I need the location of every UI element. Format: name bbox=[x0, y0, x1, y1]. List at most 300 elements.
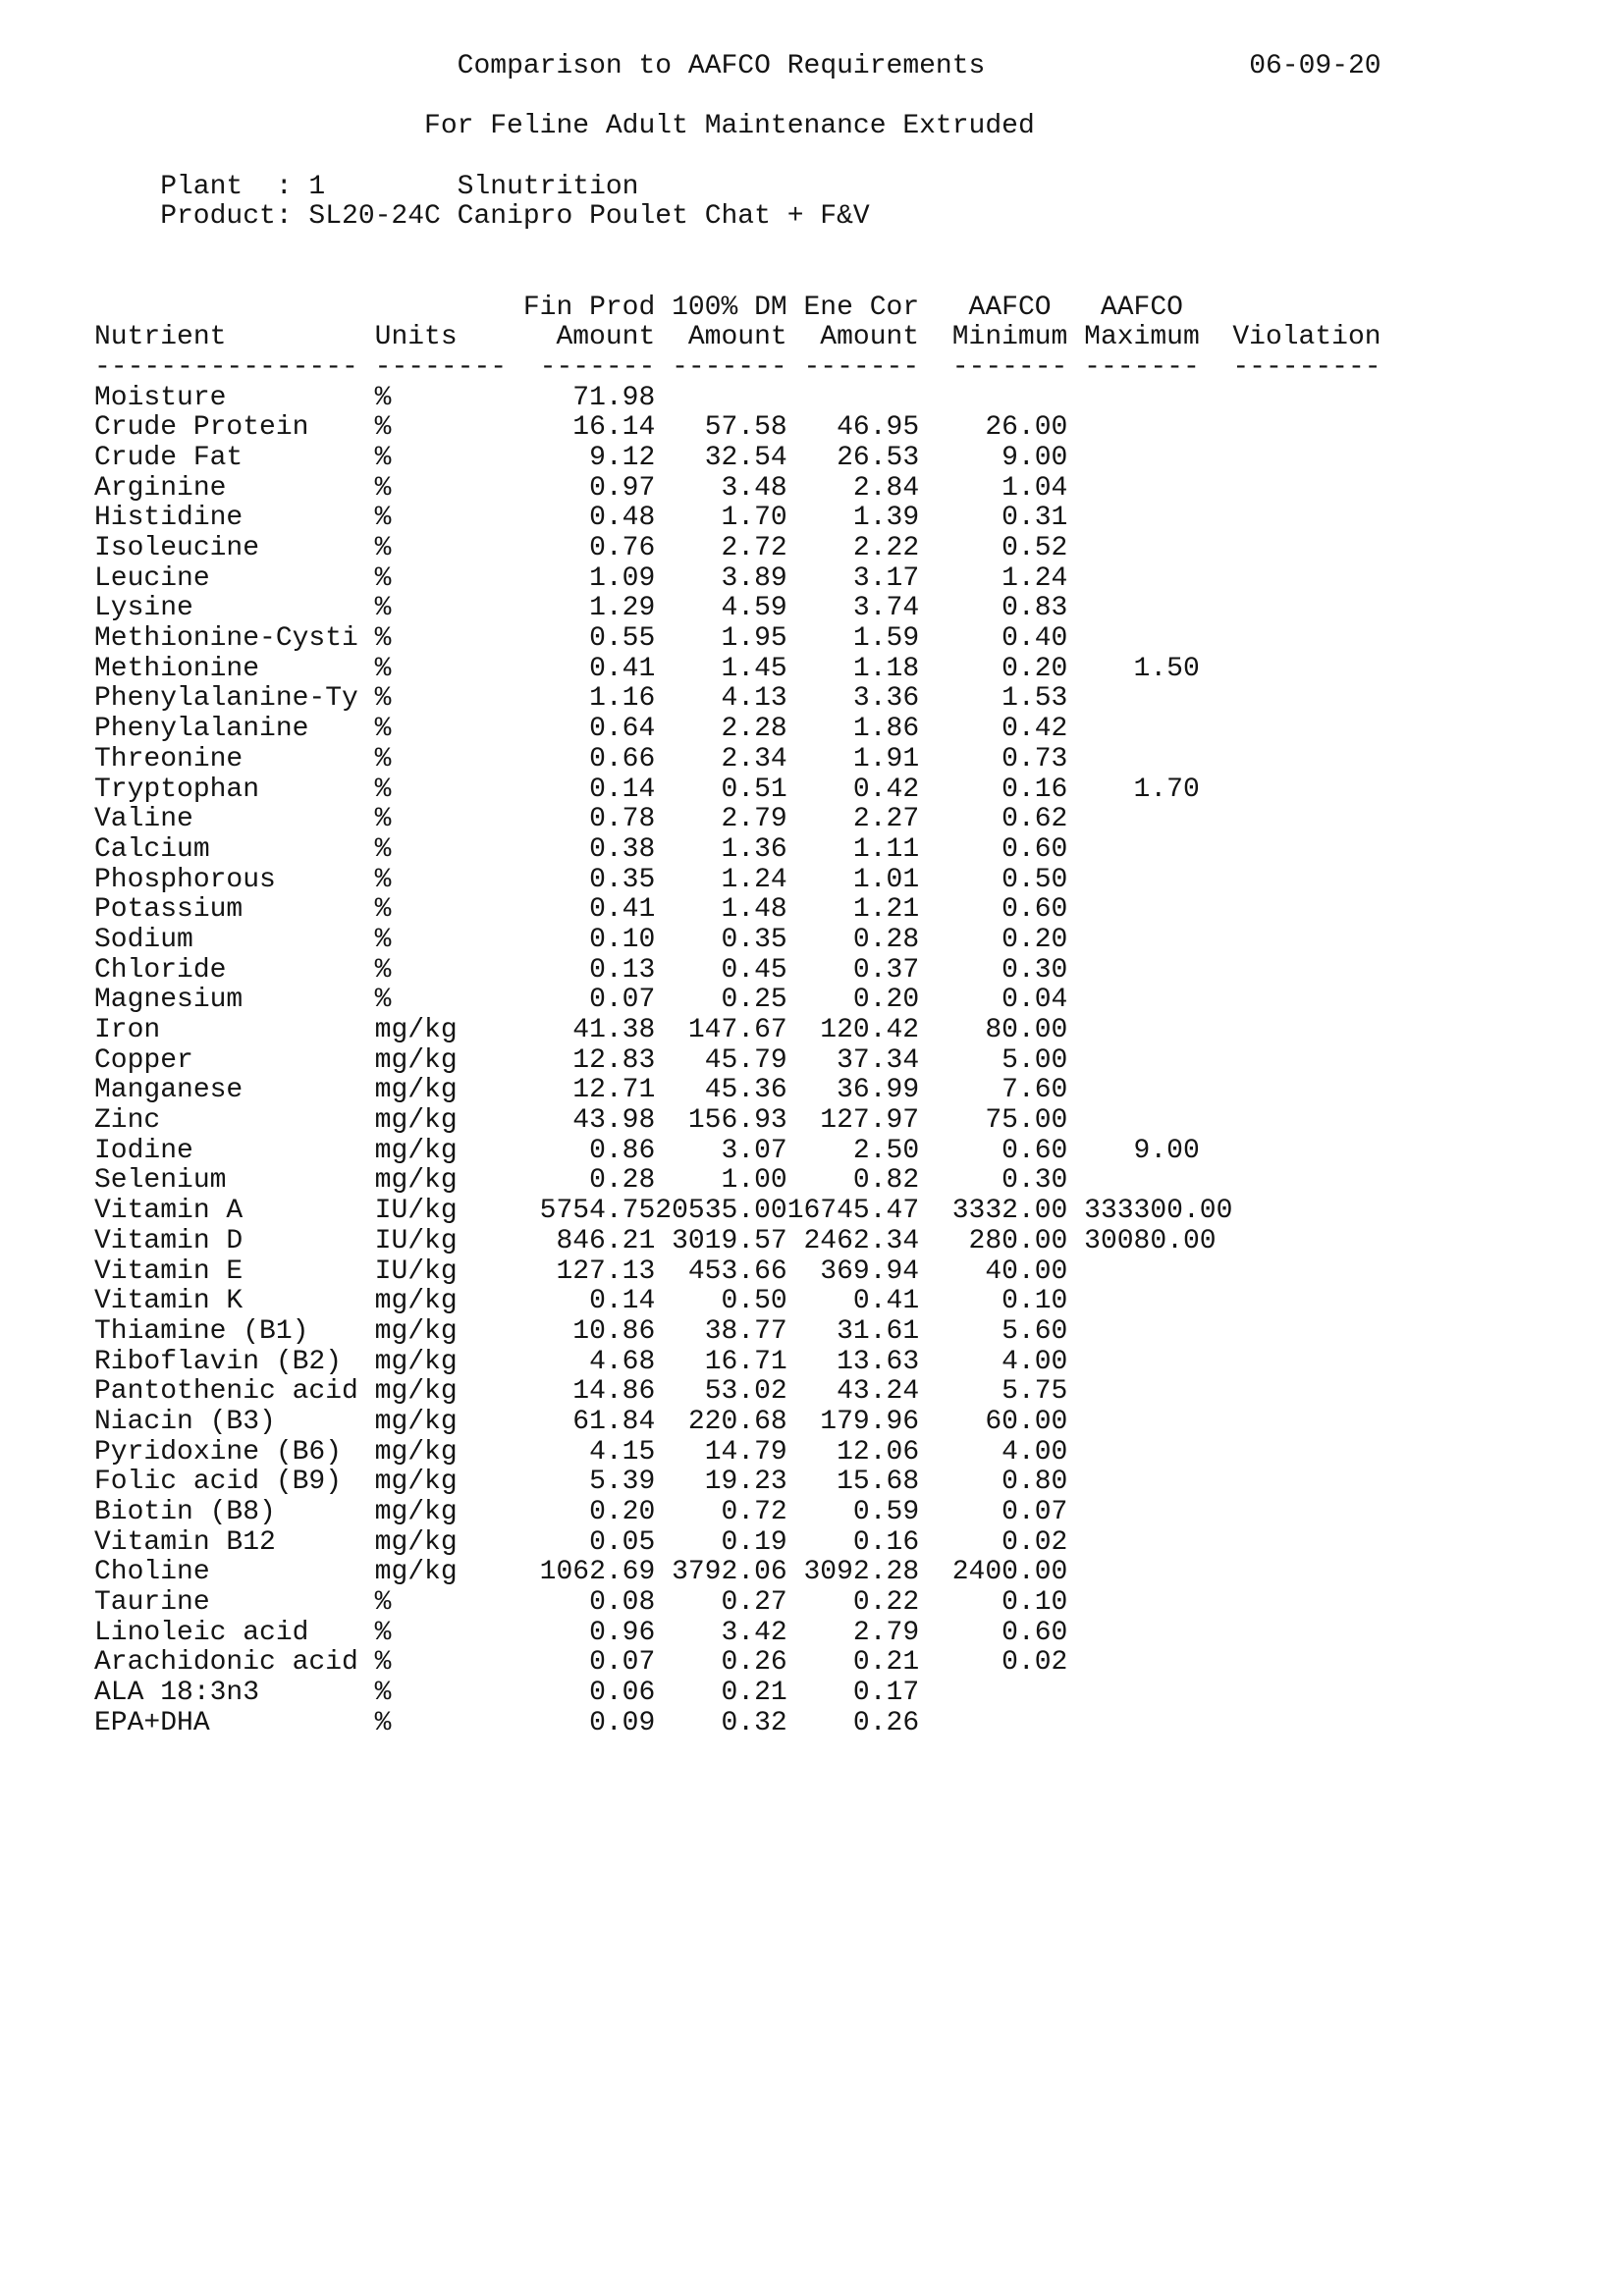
cell-aafco-minimum: 0.20 bbox=[1001, 924, 1068, 955]
cell-units: mg/kg bbox=[374, 1497, 458, 1527]
cell-units: % bbox=[374, 472, 392, 504]
cell-units: % bbox=[374, 1647, 392, 1679]
cell-nutrient: Taurine bbox=[94, 1587, 210, 1619]
cell-fin-prod-amount: 5754.75 bbox=[539, 1196, 656, 1227]
table-row bbox=[94, 1468, 1381, 1498]
cell-dm-amount: 53.02 bbox=[704, 1376, 787, 1408]
cell-ene-cor-amount: 2462.34 bbox=[803, 1225, 920, 1256]
cell-units: mg/kg bbox=[374, 1436, 458, 1468]
cell-fin-prod-amount: 4.15 bbox=[589, 1436, 656, 1468]
cell-dm-amount: 3.07 bbox=[721, 1135, 787, 1166]
table-row bbox=[94, 1197, 1381, 1227]
cell-ene-cor-amount: 127.97 bbox=[820, 1105, 920, 1137]
cell-nutrient: Isoleucine bbox=[94, 533, 260, 563]
cell-dm-amount: 3792.06 bbox=[672, 1557, 787, 1588]
table-row bbox=[94, 895, 1381, 926]
cell-ene-cor-amount: 15.68 bbox=[837, 1467, 920, 1498]
cell-aafco-minimum: 40.00 bbox=[985, 1255, 1068, 1287]
cell-nutrient: Vitamin D bbox=[94, 1225, 244, 1256]
cell-units: % bbox=[374, 503, 392, 534]
cell-units: IU/kg bbox=[374, 1255, 458, 1287]
cell-nutrient: Niacin (B3) bbox=[94, 1406, 276, 1437]
cell-nutrient: Vitamin A bbox=[94, 1196, 244, 1227]
cell-ene-cor-amount: 16745.47 bbox=[786, 1196, 920, 1227]
cell-fin-prod-amount: 0.05 bbox=[589, 1526, 656, 1558]
table-header-row-top bbox=[94, 294, 1381, 324]
cell-dm-amount: 0.45 bbox=[721, 954, 787, 986]
cell-dm-amount: 0.25 bbox=[721, 985, 787, 1016]
report-subtitle-line bbox=[94, 112, 1381, 142]
cell-ene-cor-amount: 0.26 bbox=[852, 1707, 920, 1738]
cell-ene-cor-amount: 0.59 bbox=[852, 1497, 920, 1527]
cell-fin-prod-amount: 14.86 bbox=[572, 1376, 656, 1408]
cell-units: % bbox=[374, 623, 392, 655]
cell-ene-cor-amount: 0.16 bbox=[852, 1526, 920, 1558]
cell-units: % bbox=[374, 954, 392, 986]
product-label: Product: bbox=[160, 201, 293, 233]
cell-fin-prod-amount: 0.14 bbox=[589, 774, 656, 805]
header-ene-cor: Ene Cor bbox=[803, 292, 920, 323]
cell-dm-amount: 0.72 bbox=[721, 1497, 787, 1527]
cell-nutrient: Zinc bbox=[94, 1105, 161, 1137]
cell-fin-prod-amount: 0.14 bbox=[589, 1286, 656, 1317]
cell-dm-amount: 1.48 bbox=[721, 894, 787, 926]
cell-units: % bbox=[374, 714, 392, 745]
cell-fin-prod-amount: 0.64 bbox=[589, 714, 656, 745]
plant-line bbox=[94, 173, 1381, 203]
table-row bbox=[94, 474, 1381, 505]
table-row bbox=[94, 1709, 1381, 1739]
cell-nutrient: Manganese bbox=[94, 1075, 244, 1106]
cell-units: mg/kg bbox=[374, 1376, 458, 1408]
cell-nutrient: Pyridoxine (B6) bbox=[94, 1436, 343, 1468]
cell-aafco-minimum: 0.10 bbox=[1001, 1286, 1068, 1317]
cell-ene-cor-amount: 3.36 bbox=[852, 683, 920, 715]
cell-dm-amount: 20535.00 bbox=[655, 1196, 787, 1227]
cell-aafco-minimum: 0.10 bbox=[1001, 1587, 1068, 1619]
cell-fin-prod-amount: 0.13 bbox=[589, 954, 656, 986]
cell-fin-prod-amount: 0.38 bbox=[589, 833, 656, 865]
cell-fin-prod-amount: 5.39 bbox=[589, 1467, 656, 1498]
cell-fin-prod-amount: 4.68 bbox=[589, 1346, 656, 1377]
cell-aafco-minimum: 80.00 bbox=[985, 1015, 1068, 1045]
cell-dm-amount: 0.50 bbox=[721, 1286, 787, 1317]
cell-fin-prod-amount: 0.08 bbox=[589, 1587, 656, 1619]
cell-nutrient: Tryptophan bbox=[94, 774, 260, 805]
cell-aafco-minimum: 0.80 bbox=[1001, 1467, 1068, 1498]
cell-aafco-minimum: 75.00 bbox=[985, 1105, 1068, 1137]
cell-ene-cor-amount: 2.27 bbox=[852, 804, 920, 835]
table-row bbox=[94, 715, 1381, 745]
cell-units: mg/kg bbox=[374, 1075, 458, 1106]
cell-nutrient: Phenylalanine bbox=[94, 714, 309, 745]
cell-dm-amount: 19.23 bbox=[704, 1467, 787, 1498]
cell-ene-cor-amount: 13.63 bbox=[837, 1346, 920, 1377]
cell-aafco-minimum: 0.60 bbox=[1001, 894, 1068, 926]
blank-line bbox=[94, 263, 1381, 294]
cell-nutrient: Thiamine (B1) bbox=[94, 1315, 309, 1347]
cell-units: % bbox=[374, 894, 392, 926]
cell-aafco-maximum: 333300.00 bbox=[1084, 1196, 1233, 1227]
cell-ene-cor-amount: 0.21 bbox=[852, 1647, 920, 1679]
table-row bbox=[94, 775, 1381, 806]
cell-nutrient: Vitamin K bbox=[94, 1286, 244, 1317]
table-row bbox=[94, 926, 1381, 956]
cell-ene-cor-amount: 0.37 bbox=[852, 954, 920, 986]
header-aafco-min: AAFCO bbox=[968, 292, 1052, 323]
cell-aafco-minimum: 1.53 bbox=[1001, 683, 1068, 715]
cell-fin-prod-amount: 0.86 bbox=[589, 1135, 656, 1166]
cell-ene-cor-amount: 12.06 bbox=[837, 1436, 920, 1468]
cell-units: % bbox=[374, 774, 392, 805]
cell-aafco-minimum: 280.00 bbox=[968, 1225, 1068, 1256]
cell-aafco-maximum: 30080.00 bbox=[1084, 1225, 1217, 1256]
table-header-row bbox=[94, 323, 1381, 353]
cell-fin-prod-amount: 12.83 bbox=[572, 1044, 656, 1076]
cell-nutrient: Methionine-Cysti bbox=[94, 623, 358, 655]
cell-ene-cor-amount: 1.21 bbox=[852, 894, 920, 926]
cell-units: % bbox=[374, 653, 392, 684]
cell-ene-cor-amount: 2.22 bbox=[852, 533, 920, 563]
table-row bbox=[94, 655, 1381, 685]
cell-nutrient: Selenium bbox=[94, 1165, 227, 1197]
cell-fin-prod-amount: 846.21 bbox=[556, 1225, 656, 1256]
header-dm: 100% DM bbox=[672, 292, 787, 323]
table-row bbox=[94, 1498, 1381, 1528]
cell-nutrient: Iron bbox=[94, 1015, 161, 1045]
cell-nutrient: Pantothenic acid bbox=[94, 1376, 358, 1408]
cell-nutrient: Copper bbox=[94, 1044, 193, 1076]
cell-nutrient: Threonine bbox=[94, 743, 244, 774]
cell-dm-amount: 4.13 bbox=[721, 683, 787, 715]
cell-ene-cor-amount: 2.50 bbox=[852, 1135, 920, 1166]
cell-fin-prod-amount: 0.48 bbox=[589, 503, 656, 534]
table-row bbox=[94, 1648, 1381, 1679]
cell-fin-prod-amount: 0.06 bbox=[589, 1678, 656, 1709]
table-row bbox=[94, 1588, 1381, 1619]
cell-dm-amount: 0.27 bbox=[721, 1587, 787, 1619]
cell-units: % bbox=[374, 743, 392, 774]
cell-units: % bbox=[374, 1707, 392, 1738]
cell-fin-prod-amount: 0.20 bbox=[589, 1497, 656, 1527]
cell-nutrient: Sodium bbox=[94, 924, 193, 955]
cell-units: % bbox=[374, 562, 392, 594]
cell-ene-cor-amount: 120.42 bbox=[820, 1015, 920, 1045]
report-date: 06-09-20 bbox=[1249, 51, 1381, 81]
cell-dm-amount: 0.35 bbox=[721, 924, 787, 955]
cell-ene-cor-amount: 37.34 bbox=[837, 1044, 920, 1076]
cell-nutrient: Crude Fat bbox=[94, 442, 244, 473]
header-maximum: Maximum bbox=[1084, 322, 1200, 353]
cell-ene-cor-amount: 1.18 bbox=[852, 653, 920, 684]
table-row bbox=[94, 1408, 1381, 1438]
cell-fin-prod-amount: 10.86 bbox=[572, 1315, 656, 1347]
separator-fin: ------- bbox=[539, 351, 656, 383]
cell-fin-prod-amount: 0.55 bbox=[589, 623, 656, 655]
cell-aafco-minimum: 0.02 bbox=[1001, 1526, 1068, 1558]
blank-line bbox=[94, 142, 1381, 173]
cell-nutrient: Arginine bbox=[94, 472, 227, 504]
cell-nutrient: Phosphorous bbox=[94, 864, 276, 895]
cell-aafco-minimum: 0.62 bbox=[1001, 804, 1068, 835]
cell-fin-prod-amount: 0.97 bbox=[589, 472, 656, 504]
cell-ene-cor-amount: 26.53 bbox=[837, 442, 920, 473]
cell-aafco-minimum: 0.30 bbox=[1001, 954, 1068, 986]
cell-nutrient: Histidine bbox=[94, 503, 244, 534]
cell-dm-amount: 0.19 bbox=[721, 1526, 787, 1558]
cell-dm-amount: 0.21 bbox=[721, 1678, 787, 1709]
table-row bbox=[94, 1558, 1381, 1588]
cell-units: % bbox=[374, 382, 392, 413]
cell-nutrient: Vitamin E bbox=[94, 1255, 244, 1287]
cell-units: mg/kg bbox=[374, 1044, 458, 1076]
table-row bbox=[94, 1076, 1381, 1106]
cell-nutrient: Magnesium bbox=[94, 985, 244, 1016]
cell-dm-amount: 16.71 bbox=[704, 1346, 787, 1377]
cell-fin-prod-amount: 0.96 bbox=[589, 1617, 656, 1648]
blank-line bbox=[94, 233, 1381, 263]
cell-fin-prod-amount: 0.09 bbox=[589, 1707, 656, 1738]
cell-dm-amount: 0.51 bbox=[721, 774, 787, 805]
cell-units: mg/kg bbox=[374, 1165, 458, 1197]
cell-ene-cor-amount: 0.20 bbox=[852, 985, 920, 1016]
cell-aafco-minimum: 0.60 bbox=[1001, 1617, 1068, 1648]
cell-dm-amount: 57.58 bbox=[704, 412, 787, 444]
cell-units: mg/kg bbox=[374, 1105, 458, 1137]
plant-name: Slnutrition bbox=[457, 171, 639, 202]
cell-fin-prod-amount: 0.66 bbox=[589, 743, 656, 774]
cell-dm-amount: 3019.57 bbox=[672, 1225, 787, 1256]
cell-units: mg/kg bbox=[374, 1406, 458, 1437]
cell-ene-cor-amount: 31.61 bbox=[837, 1315, 920, 1347]
cell-aafco-minimum: 0.07 bbox=[1001, 1497, 1068, 1527]
cell-aafco-minimum: 0.16 bbox=[1001, 774, 1068, 805]
cell-units: mg/kg bbox=[374, 1526, 458, 1558]
header-fin-amount: Amount bbox=[556, 322, 656, 353]
cell-dm-amount: 453.66 bbox=[687, 1255, 787, 1287]
cell-dm-amount: 0.26 bbox=[721, 1647, 787, 1679]
report-subtitle: For Feline Adult Maintenance Extruded bbox=[424, 111, 1035, 142]
table-row bbox=[94, 624, 1381, 655]
cell-units: % bbox=[374, 412, 392, 444]
cell-dm-amount: 2.28 bbox=[721, 714, 787, 745]
cell-aafco-minimum: 1.04 bbox=[1001, 472, 1068, 504]
separator-max: ------- bbox=[1084, 351, 1200, 383]
cell-aafco-minimum: 0.60 bbox=[1001, 1135, 1068, 1166]
cell-aafco-minimum: 9.00 bbox=[1001, 442, 1068, 473]
cell-units: % bbox=[374, 924, 392, 955]
cell-aafco-minimum: 1.24 bbox=[1001, 562, 1068, 594]
cell-nutrient: EPA+DHA bbox=[94, 1707, 210, 1738]
cell-dm-amount: 3.42 bbox=[721, 1617, 787, 1648]
table-row bbox=[94, 444, 1381, 474]
cell-ene-cor-amount: 369.94 bbox=[820, 1255, 920, 1287]
cell-units: % bbox=[374, 1587, 392, 1619]
header-dm-amount: Amount bbox=[687, 322, 787, 353]
header-minimum: Minimum bbox=[951, 322, 1068, 353]
cell-fin-prod-amount: 0.28 bbox=[589, 1165, 656, 1197]
separator-ene: ------- bbox=[803, 351, 920, 383]
cell-aafco-minimum: 0.31 bbox=[1001, 503, 1068, 534]
cell-dm-amount: 4.59 bbox=[721, 593, 787, 624]
table-row bbox=[94, 1016, 1381, 1046]
cell-ene-cor-amount: 1.01 bbox=[852, 864, 920, 895]
cell-ene-cor-amount: 43.24 bbox=[837, 1376, 920, 1408]
cell-ene-cor-amount: 1.59 bbox=[852, 623, 920, 655]
cell-ene-cor-amount: 0.42 bbox=[852, 774, 920, 805]
table-row bbox=[94, 1257, 1381, 1288]
cell-fin-prod-amount: 0.41 bbox=[589, 894, 656, 926]
table-row bbox=[94, 504, 1381, 534]
cell-dm-amount: 3.89 bbox=[721, 562, 787, 594]
table-row bbox=[94, 1137, 1381, 1167]
cell-ene-cor-amount: 1.86 bbox=[852, 714, 920, 745]
separator-nutrient: ---------------- bbox=[94, 351, 358, 383]
table-row bbox=[94, 1348, 1381, 1378]
cell-nutrient: Moisture bbox=[94, 382, 227, 413]
cell-dm-amount: 1.95 bbox=[721, 623, 787, 655]
cell-fin-prod-amount: 0.41 bbox=[589, 653, 656, 684]
table-row bbox=[94, 1227, 1381, 1257]
cell-aafco-maximum: 9.00 bbox=[1133, 1135, 1200, 1166]
cell-ene-cor-amount: 1.39 bbox=[852, 503, 920, 534]
cell-aafco-minimum: 60.00 bbox=[985, 1406, 1068, 1437]
table-row bbox=[94, 1679, 1381, 1709]
cell-dm-amount: 38.77 bbox=[704, 1315, 787, 1347]
cell-fin-prod-amount: 0.07 bbox=[589, 1647, 656, 1679]
cell-nutrient: ALA 18:3n3 bbox=[94, 1678, 260, 1709]
cell-nutrient: Folic acid (B9) bbox=[94, 1467, 343, 1498]
cell-units: % bbox=[374, 593, 392, 624]
cell-ene-cor-amount: 0.28 bbox=[852, 924, 920, 955]
cell-aafco-minimum: 0.50 bbox=[1001, 864, 1068, 895]
cell-aafco-minimum: 0.40 bbox=[1001, 623, 1068, 655]
table-row bbox=[94, 1106, 1381, 1137]
cell-fin-prod-amount: 41.38 bbox=[572, 1015, 656, 1045]
cell-fin-prod-amount: 9.12 bbox=[589, 442, 656, 473]
table-separator-row bbox=[94, 353, 1381, 384]
cell-fin-prod-amount: 0.35 bbox=[589, 864, 656, 895]
cell-nutrient: Valine bbox=[94, 804, 193, 835]
cell-fin-prod-amount: 1.16 bbox=[589, 683, 656, 715]
cell-units: IU/kg bbox=[374, 1196, 458, 1227]
cell-units: % bbox=[374, 804, 392, 835]
cell-aafco-minimum: 0.73 bbox=[1001, 743, 1068, 774]
table-row bbox=[94, 594, 1381, 624]
table-row bbox=[94, 956, 1381, 987]
table-row bbox=[94, 805, 1381, 835]
cell-dm-amount: 1.70 bbox=[721, 503, 787, 534]
cell-nutrient: Vitamin B12 bbox=[94, 1526, 276, 1558]
table-row bbox=[94, 534, 1381, 564]
cell-aafco-minimum: 0.42 bbox=[1001, 714, 1068, 745]
cell-ene-cor-amount: 3092.28 bbox=[803, 1557, 920, 1588]
table-row bbox=[94, 1317, 1381, 1348]
product-name: SL20-24C Canipro Poulet Chat + F&V bbox=[308, 201, 870, 233]
cell-fin-prod-amount: 71.98 bbox=[572, 382, 656, 413]
cell-aafco-minimum: 0.20 bbox=[1001, 653, 1068, 684]
cell-ene-cor-amount: 0.41 bbox=[852, 1286, 920, 1317]
header-nutrient: Nutrient bbox=[94, 322, 227, 353]
header-ene-amount: Amount bbox=[820, 322, 920, 353]
table-row bbox=[94, 413, 1381, 444]
table-row bbox=[94, 1287, 1381, 1317]
cell-ene-cor-amount: 2.79 bbox=[852, 1617, 920, 1648]
cell-nutrient: Choline bbox=[94, 1557, 210, 1588]
table-row bbox=[94, 684, 1381, 715]
cell-fin-prod-amount: 1.09 bbox=[589, 562, 656, 594]
cell-units: mg/kg bbox=[374, 1315, 458, 1347]
plant-colon: : bbox=[275, 171, 293, 202]
cell-fin-prod-amount: 0.07 bbox=[589, 985, 656, 1016]
cell-fin-prod-amount: 127.13 bbox=[556, 1255, 656, 1287]
cell-units: mg/kg bbox=[374, 1557, 458, 1588]
cell-aafco-minimum: 7.60 bbox=[1001, 1075, 1068, 1106]
cell-dm-amount: 0.32 bbox=[721, 1707, 787, 1738]
table-body bbox=[94, 384, 1381, 1739]
cell-units: mg/kg bbox=[374, 1286, 458, 1317]
cell-fin-prod-amount: 43.98 bbox=[572, 1105, 656, 1137]
separator-min: ------- bbox=[951, 351, 1068, 383]
cell-aafco-minimum: 5.60 bbox=[1001, 1315, 1068, 1347]
cell-ene-cor-amount: 1.11 bbox=[852, 833, 920, 865]
cell-aafco-minimum: 0.60 bbox=[1001, 833, 1068, 865]
table-row bbox=[94, 1166, 1381, 1197]
cell-dm-amount: 1.45 bbox=[721, 653, 787, 684]
header-units: Units bbox=[374, 322, 458, 353]
cell-units: mg/kg bbox=[374, 1467, 458, 1498]
table-row bbox=[94, 1377, 1381, 1408]
cell-nutrient: Linoleic acid bbox=[94, 1617, 309, 1648]
report-header-line bbox=[94, 52, 1381, 82]
cell-nutrient: Iodine bbox=[94, 1135, 193, 1166]
cell-ene-cor-amount: 36.99 bbox=[837, 1075, 920, 1106]
cell-nutrient: Potassium bbox=[94, 894, 244, 926]
cell-dm-amount: 156.93 bbox=[687, 1105, 787, 1137]
cell-units: mg/kg bbox=[374, 1346, 458, 1377]
cell-aafco-minimum: 0.04 bbox=[1001, 985, 1068, 1016]
cell-dm-amount: 3.48 bbox=[721, 472, 787, 504]
cell-ene-cor-amount: 3.17 bbox=[852, 562, 920, 594]
cell-dm-amount: 220.68 bbox=[687, 1406, 787, 1437]
cell-units: % bbox=[374, 985, 392, 1016]
cell-aafco-minimum: 3332.00 bbox=[951, 1196, 1068, 1227]
cell-ene-cor-amount: 2.84 bbox=[852, 472, 920, 504]
cell-ene-cor-amount: 3.74 bbox=[852, 593, 920, 624]
cell-ene-cor-amount: 179.96 bbox=[820, 1406, 920, 1437]
cell-aafco-minimum: 2400.00 bbox=[951, 1557, 1068, 1588]
cell-units: % bbox=[374, 1617, 392, 1648]
cell-fin-prod-amount: 0.76 bbox=[589, 533, 656, 563]
cell-dm-amount: 1.36 bbox=[721, 833, 787, 865]
cell-aafco-maximum: 1.70 bbox=[1133, 774, 1200, 805]
cell-ene-cor-amount: 46.95 bbox=[837, 412, 920, 444]
header-aafco-max: AAFCO bbox=[1100, 292, 1183, 323]
product-line bbox=[94, 202, 1381, 233]
cell-dm-amount: 32.54 bbox=[704, 442, 787, 473]
cell-dm-amount: 2.34 bbox=[721, 743, 787, 774]
cell-aafco-minimum: 4.00 bbox=[1001, 1436, 1068, 1468]
cell-ene-cor-amount: 0.17 bbox=[852, 1678, 920, 1709]
cell-nutrient: Leucine bbox=[94, 562, 210, 594]
table-row bbox=[94, 986, 1381, 1016]
cell-units: % bbox=[374, 1678, 392, 1709]
table-row bbox=[94, 866, 1381, 896]
cell-dm-amount: 2.79 bbox=[721, 804, 787, 835]
table-row bbox=[94, 384, 1381, 414]
cell-nutrient: Biotin (B8) bbox=[94, 1497, 276, 1527]
cell-fin-prod-amount: 0.78 bbox=[589, 804, 656, 835]
